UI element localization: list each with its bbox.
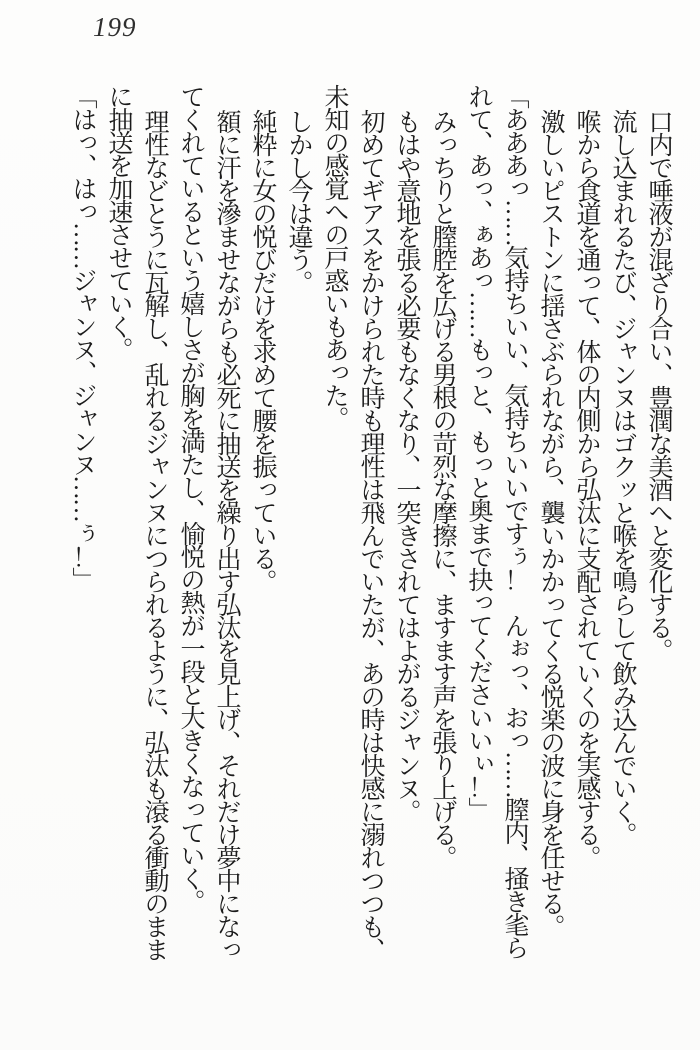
page-number: 199 [93,12,137,42]
paragraph: みっちりと膣腔を広げる男根の苛烈な摩擦に、ますます声を張り上げる。 [429,109,456,868]
paragraph: 額に汗を滲ませながらも必死に抽送を繰り出す弘汰を見上げ、それだけ夢中になってくれているという嬉しさが胸を満たし、愉悦の熱が一段と大きくなっていく。 [177,84,240,960]
paragraph: 初めてギアスをかけられた時も理性は飛んでいたが、あの時は快感に溺れつつも、未知の感覚への戸惑いもあった。 [321,84,384,960]
paragraph: 口内で唾液が混ざり合い、豊潤な美酒へと変化する。 [645,109,672,661]
paragraph: 純粋に女の悦びだけを求めて腰を振っている。 [249,109,276,592]
paragraph: 喉から食道を通って、体の内側から弘汰に支配されていくのを実感する。 [573,109,600,868]
paragraph-dialogue: 「はっ、はっ……ジャンヌ、ジャンヌ……ぅ！」 [69,84,96,590]
paragraph-dialogue: 「あああっ……気持ちいい、気持ちいいですぅ！ んぉっ、おっ……膣内、掻き毟られて、あっ、ぁあっ……もっと、もっと奥まで抉ってくださいいぃ！」 [465,84,528,958]
paragraph: もはや意地を張る必要もなくなり、一突きされてはよがるジャンヌ。 [393,109,420,822]
paragraph: 激しいピストンに揺さぶられながら、襲いかかってくる悦楽の波に身を任せる。 [537,109,564,937]
paragraph: しかし今は違う。 [285,109,312,293]
paragraph: 理性などとうに瓦解し、乱れるジャンヌにつられるように、弘汰も滾る衝動のままに抽送を加速させていく。 [105,84,168,960]
text-block [58,84,676,976]
paragraph: 流し込まれるたび、ジャンヌはゴクッと喉を鳴らして飲み込んでいく。 [609,109,636,845]
